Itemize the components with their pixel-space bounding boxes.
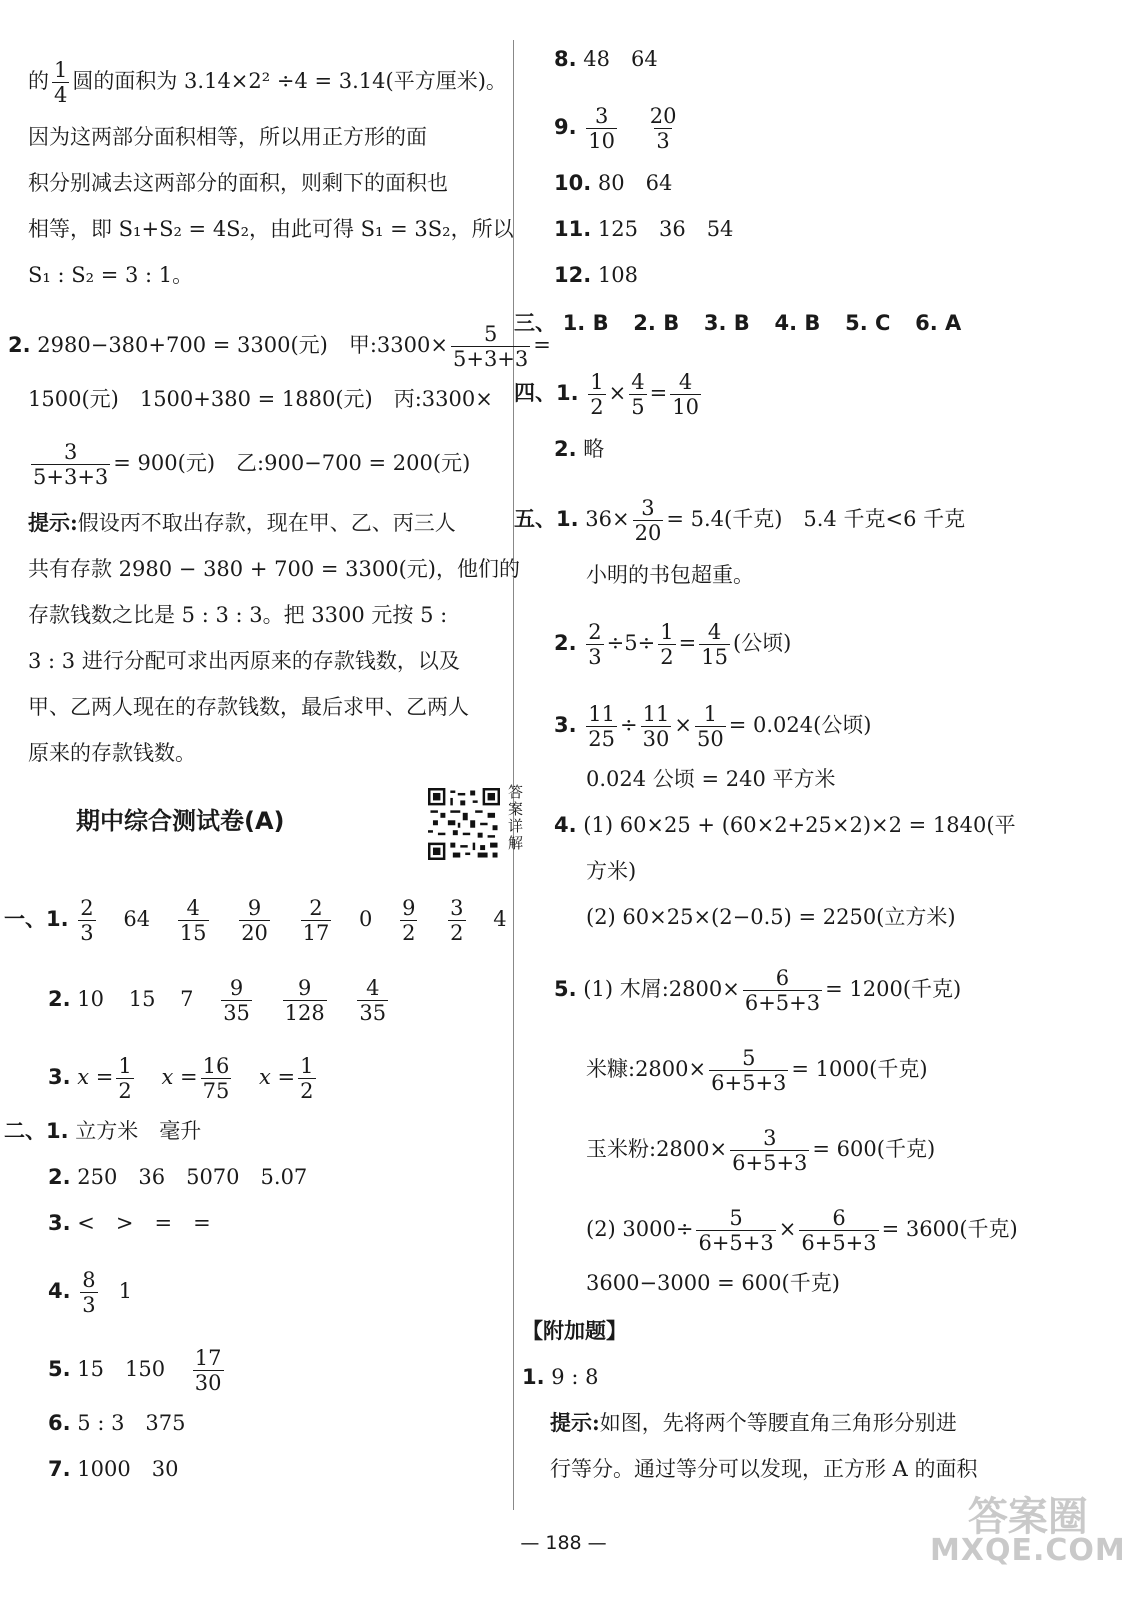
hint-line: 共有存款 2980 − 380 + 700 = 3300(元)，他们的 bbox=[28, 557, 520, 581]
section-5-q1: 五、1. 36× $\frac{3}{20}$ = 5.4(千克) 5.4 千克<6 千克 bbox=[514, 496, 966, 546]
fraction: $\frac{1}{50}$ bbox=[696, 702, 724, 752]
fraction: $\frac{3}{20}$ bbox=[634, 496, 662, 546]
fraction: $\frac{9}{2}$ bbox=[402, 896, 416, 946]
hint-label: 提示: bbox=[28, 510, 78, 535]
fraction: $\frac{4}{5}$ bbox=[631, 370, 645, 420]
section-2-q2: 2. 250 36 5070 5.07 bbox=[48, 1165, 308, 1189]
section-title: 期中综合测试卷(A) bbox=[76, 807, 285, 835]
fraction: $\frac{5}{5+3+3}$ bbox=[452, 322, 529, 372]
fraction: $\frac{2}{3}$ bbox=[588, 620, 602, 670]
text-line: 方米) bbox=[586, 859, 637, 883]
text-line: 积分别减去这两部分的面积，则剩下的面积也 bbox=[28, 171, 448, 195]
fraction: $\frac{3}{6+5+3}$ bbox=[732, 1126, 808, 1176]
hint-line: 3 : 3 进行分配可求出丙原来的存款钱数，以及 bbox=[28, 649, 460, 673]
section-4-q1: 四、1. $\frac{1}{2}$ × $\frac{4}{5}$ = $\frac{4}{10}$ bbox=[514, 370, 699, 420]
fraction: $\frac{9}{20}$ bbox=[241, 896, 268, 946]
column-divider bbox=[513, 40, 514, 1510]
text-line: 因为这两部分面积相等，所以用正方形的面 bbox=[28, 125, 427, 149]
fraction: $\frac{17}{30}$ bbox=[194, 1346, 222, 1396]
section-2-q5: 5. 15 150 $\frac{17}{30}$ bbox=[48, 1346, 222, 1396]
answer-11: 11. 125 36 54 bbox=[554, 217, 734, 241]
section-2-q1: 二、1. 立方米 毫升 bbox=[4, 1119, 202, 1143]
text-line: 1500(元) 1500+380 = 1880(元) 丙:3300× bbox=[28, 387, 493, 411]
fraction: $\frac{6}{6+5+3}$ bbox=[744, 966, 821, 1016]
fraction: $\frac{9}{35}$ bbox=[223, 976, 250, 1026]
fraction: $\frac{16}{75}$ bbox=[202, 1054, 230, 1104]
section-5-q5: 5. (1) 木屑:2800× $\frac{6}{6+5+3}$ = 1200(千克) bbox=[554, 966, 962, 1016]
section-5-q4: 4. (1) 60×25 + (60×2+25×2)×2 = 1840(平 bbox=[554, 813, 1016, 837]
fraction: $\frac{20}{3}$ bbox=[649, 104, 677, 154]
text-line: 3600−3000 = 600(千克) bbox=[586, 1271, 840, 1295]
hint-line: 行等分。通过等分可以发现，正方形 A 的面积 bbox=[550, 1457, 978, 1481]
hint-line: 原来的存款钱数。 bbox=[28, 741, 196, 765]
answer-8: 8. 48 64 bbox=[554, 47, 658, 71]
section-1-q2: 2. 10 15 7 $\frac{9}{35}$ $\frac{9}{128}$ $\frac{4}{35}$ bbox=[48, 976, 387, 1026]
fraction: $\frac{4}{10}$ bbox=[672, 370, 699, 420]
section-4-q2: 2. 略 bbox=[554, 437, 605, 461]
hint-line: 提示:假设丙不取出存款，现在甲、乙、丙三人 bbox=[28, 510, 456, 535]
fraction: $\frac{3}{2}$ bbox=[450, 896, 464, 946]
text-line: 的 $\frac{1}{4}$ 圆的面积为 3.14×2² ÷4 = 3.14(平方厘米)。 bbox=[28, 58, 507, 108]
fraction: $\frac{5}{6+5+3}$ bbox=[698, 1206, 774, 1256]
text-line: 玉米粉:2800× $\frac{3}{6+5+3}$ = 600(千克) bbox=[586, 1126, 936, 1176]
text-line: 相等，即 S₁+S₂ = 4S₂，由此可得 S₁ = 3S₂，所以 bbox=[28, 217, 514, 241]
section-3: 三、 1. B 2. B 3. B 4. B 5. C 6. A bbox=[514, 311, 962, 335]
section-2-q4: 4. $\frac{8}{3}$ 1 bbox=[48, 1268, 133, 1318]
fraction: $\frac{4}{35}$ bbox=[359, 976, 387, 1026]
section-2-q7: 7. 1000 30 bbox=[48, 1457, 179, 1481]
hint-line: 甲、乙两人现在的存款钱数，最后求甲、乙两人 bbox=[28, 695, 469, 719]
answer-10: 10. 80 64 bbox=[554, 171, 673, 195]
bonus-q1: 1. 9 : 8 bbox=[522, 1365, 599, 1389]
fraction: $\frac{2}{3}$ bbox=[80, 896, 94, 946]
fraction: $\frac{1}{2}$ bbox=[590, 370, 604, 420]
fraction: $\frac{9}{128}$ bbox=[284, 976, 325, 1026]
qr-code-icon[interactable] bbox=[428, 788, 500, 860]
text-line: (2) 60×25×(2−0.5) = 2250(立方米) bbox=[586, 905, 956, 929]
section-5-q2: 2. $\frac{2}{3}$ ÷5÷ $\frac{1}{2}$ = $\frac{4}{15}$ (公顷) bbox=[554, 620, 792, 670]
watermark-logo: 答案圈 MXQE.COM bbox=[930, 1494, 1126, 1568]
fraction: $\frac{3}{10}$ bbox=[588, 104, 616, 154]
section-1-q1: 一、1. $\frac{2}{3}$ 64 $\frac{4}{15}$ $\frac{9}{20}$ $\frac{2}{17}$ 0 $\frac{9}{2}$ $\frac{3}{2}$ 4 bbox=[4, 896, 507, 946]
fraction: $\frac{2}{17}$ bbox=[302, 896, 330, 946]
fraction: $\frac{6}{6+5+3}$ bbox=[801, 1206, 877, 1256]
fraction: $\frac{1}{2}$ bbox=[660, 620, 674, 670]
fraction: $\frac{11}{30}$ bbox=[642, 702, 670, 752]
text-line: 米糠:2800× $\frac{5}{6+5+3}$ = 1000(千克) bbox=[586, 1046, 928, 1096]
fraction: $\frac{11}{25}$ bbox=[588, 702, 616, 752]
hint-line: 提示:如图，先将两个等腰直角三角形分别进 bbox=[550, 1410, 957, 1435]
fraction: $\frac{1}{2}$ bbox=[300, 1054, 314, 1104]
text-line: S₁ : S₂ = 3 : 1。 bbox=[28, 263, 194, 287]
fraction: $\frac{5}{6+5+3}$ bbox=[711, 1046, 787, 1096]
hint-line: 存款钱数之比是 5 : 3 : 3。把 3300 元按 5 : bbox=[28, 603, 448, 627]
fraction: $\frac{8}{3}$ bbox=[82, 1268, 96, 1318]
fraction: $\frac{4}{15}$ bbox=[179, 896, 207, 946]
fraction: $\frac{4}{15}$ bbox=[701, 620, 728, 670]
answer-2: 2. 2980−380+700 = 3300(元) 甲:3300× $\frac{5}{5+3+3}$ = bbox=[8, 322, 551, 372]
text-line: $\frac{3}{5+3+3}$ = 900(元) 乙:900−700 = 200(元) bbox=[33, 440, 471, 490]
qr-code-label: 答案详解 bbox=[508, 783, 524, 852]
section-2-q6: 6. 5 : 3 375 bbox=[48, 1411, 186, 1435]
page-number: — 188 — bbox=[520, 1532, 607, 1554]
fraction: $\frac{1}{4}$ bbox=[54, 58, 68, 108]
section-2-q3: 3. < > = = bbox=[48, 1211, 211, 1235]
text-line: 小明的书包超重。 bbox=[586, 563, 754, 587]
bonus-heading: 【附加题】 bbox=[522, 1318, 627, 1343]
answer-12: 12. 108 bbox=[554, 263, 638, 287]
section-5-q3: 3. $\frac{11}{25}$ ÷ $\frac{11}{30}$ × $\frac{1}{50}$ = 0.024(公顷) bbox=[554, 702, 872, 752]
fraction: $\frac{3}{5+3+3}$ bbox=[33, 440, 109, 490]
text-line: 0.024 公顷 = 240 平方米 bbox=[586, 767, 836, 791]
fraction: $\frac{1}{2}$ bbox=[118, 1054, 132, 1104]
answer-9: 9. $\frac{3}{10}$ $\frac{20}{3}$ bbox=[554, 104, 677, 154]
text-line: (2) 3000÷ $\frac{5}{6+5+3}$ × $\frac{6}{6+5+3}$ = 3600(千克) bbox=[586, 1206, 1018, 1256]
section-1-q3: 3. x = $\frac{1}{2}$ x = $\frac{16}{75}$ x = $\frac{1}{2}$ bbox=[48, 1054, 314, 1104]
